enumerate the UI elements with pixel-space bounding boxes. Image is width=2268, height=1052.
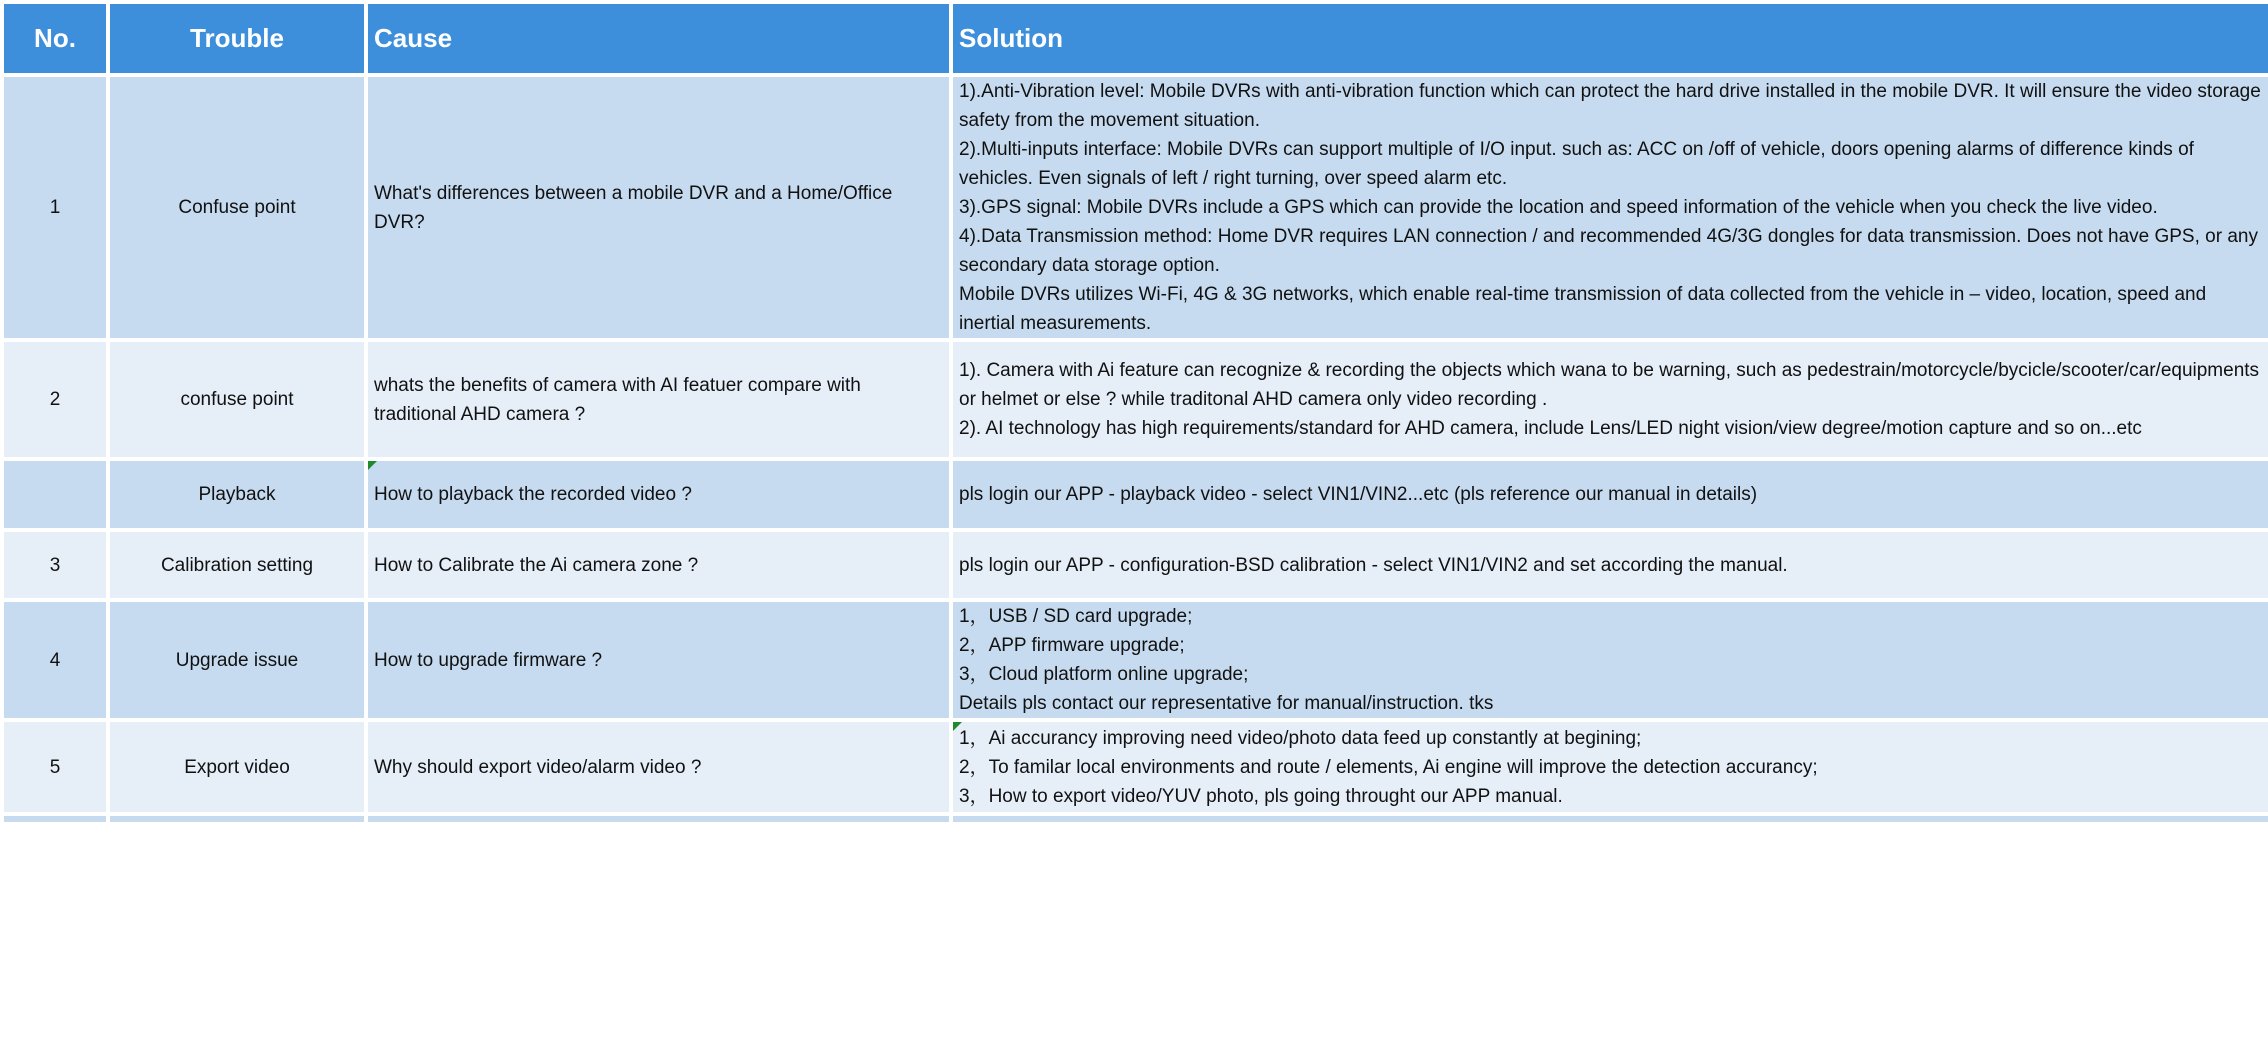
solution-line: Mobile DVRs utilizes Wi-Fi, 4G & 3G networks, which enable real-time transmission of data collected from the vehicle in – video, location, speed and inertial measurements. bbox=[959, 284, 2207, 334]
cell-no bbox=[2, 459, 108, 530]
cell-no: 2 bbox=[2, 340, 108, 459]
table-row bbox=[2, 600, 2268, 720]
cell-trouble bbox=[108, 814, 366, 824]
cell-trouble: Upgrade issue bbox=[108, 600, 366, 720]
cell-solution bbox=[951, 340, 2268, 459]
cell-no bbox=[2, 814, 108, 824]
cell-solution bbox=[951, 75, 2268, 340]
cell-no: 1 bbox=[2, 75, 108, 340]
cell-trouble: Playback bbox=[108, 459, 366, 530]
solution-line: 3，Cloud platform online upgrade; bbox=[959, 664, 1249, 685]
table-row bbox=[2, 720, 2268, 814]
cell-solution bbox=[951, 814, 2268, 824]
cell-no: 3 bbox=[2, 530, 108, 600]
cell-trouble: Calibration setting bbox=[108, 530, 366, 600]
cell-cause: Why should export video/alarm video ? bbox=[366, 720, 951, 814]
table-row bbox=[2, 530, 2268, 600]
cell-solution bbox=[951, 600, 2268, 720]
cell-cause bbox=[366, 814, 951, 824]
solution-line: 3).GPS signal: Mobile DVRs include a GPS which can provide the location and speed information of the vehicle when you check the live video. bbox=[959, 197, 2158, 218]
solution-line: 1，Ai accurancy improving need video/photo data feed up constantly at begining; bbox=[959, 727, 1642, 749]
solution-line: 2，APP firmware upgrade; bbox=[959, 635, 1185, 656]
cell-solution bbox=[951, 720, 2268, 814]
solution-line: 4).Data Transmission method: Home DVR requires LAN connection / and recommended 4G/3G dongles for data transmission. Does not have GPS, or any secondary data storage option. bbox=[959, 226, 2258, 276]
solution-line: 3，How to export video/YUV photo, pls going throught our APP manual. bbox=[959, 785, 1563, 807]
cell-cause: whats the benefits of camera with AI featuer compare with traditional AHD camera ? bbox=[366, 340, 951, 459]
table-row bbox=[2, 340, 2268, 459]
cell-cause: How to upgrade firmware ? bbox=[366, 600, 951, 720]
table-row bbox=[2, 814, 2268, 824]
header-no: No. bbox=[2, 2, 108, 75]
cell-no: 4 bbox=[2, 600, 108, 720]
header-solution: Solution bbox=[951, 2, 2268, 75]
header-row bbox=[2, 2, 2268, 75]
solution-line: pls login our APP - playback video - select VIN1/VIN2...etc (pls reference our manual in details) bbox=[959, 484, 1758, 505]
cell-cause: How to Calibrate the Ai camera zone ? bbox=[366, 530, 951, 600]
cell-solution bbox=[951, 459, 2268, 530]
solution-line: 2，To familar local environments and route / elements, Ai engine will improve the detection accurancy; bbox=[959, 756, 1818, 778]
solution-line: 1). Camera with Ai feature can recognize & recording the objects which wana to be warning, such as pedestrain/motorcycle/bycicle/scooter/car/equipments or helmet or else ? while traditonal AHD camera only video recording . bbox=[959, 360, 2260, 410]
solution-line: 1).Anti-Vibration level: Mobile DVRs with anti-vibration function which can protect the hard drive installed in the mobile DVR. It will ensure the video storage safety from the movement situation. bbox=[959, 81, 2261, 131]
header-trouble: Trouble bbox=[108, 2, 366, 75]
solution-line: 2). AI technology has high requirements/standard for AHD camera, include Lens/LED night vision/view degree/motion capture and so on...etc bbox=[959, 418, 2142, 439]
solution-line: 2).Multi-inputs interface: Mobile DVRs can support multiple of I/O input. such as: ACC on /off of vehicle, doors opening alarms of difference kinds of vehicles. Even signals of left / right turning, over speed alarm etc. bbox=[959, 139, 2194, 189]
cell-cause: How to playback the recorded video ? bbox=[366, 459, 951, 530]
cell-trouble: Export video bbox=[108, 720, 366, 814]
solution-line: Details pls contact our representative for manual/instruction. tks bbox=[959, 693, 1494, 714]
header-cause: Cause bbox=[366, 2, 951, 75]
solution-line: 1，USB / SD card upgrade; bbox=[959, 606, 1193, 627]
table-row bbox=[2, 75, 2268, 340]
cell-solution bbox=[951, 530, 2268, 600]
cell-trouble: Confuse point bbox=[108, 75, 366, 340]
cell-trouble: confuse point bbox=[108, 340, 366, 459]
solution-line: pls login our APP - configuration-BSD calibration - select VIN1/VIN2 and set according the manual. bbox=[959, 554, 1788, 576]
cell-cause: What's differences between a mobile DVR and a Home/Office DVR? bbox=[366, 75, 951, 340]
table-row bbox=[2, 459, 2268, 530]
cell-no: 5 bbox=[2, 720, 108, 814]
